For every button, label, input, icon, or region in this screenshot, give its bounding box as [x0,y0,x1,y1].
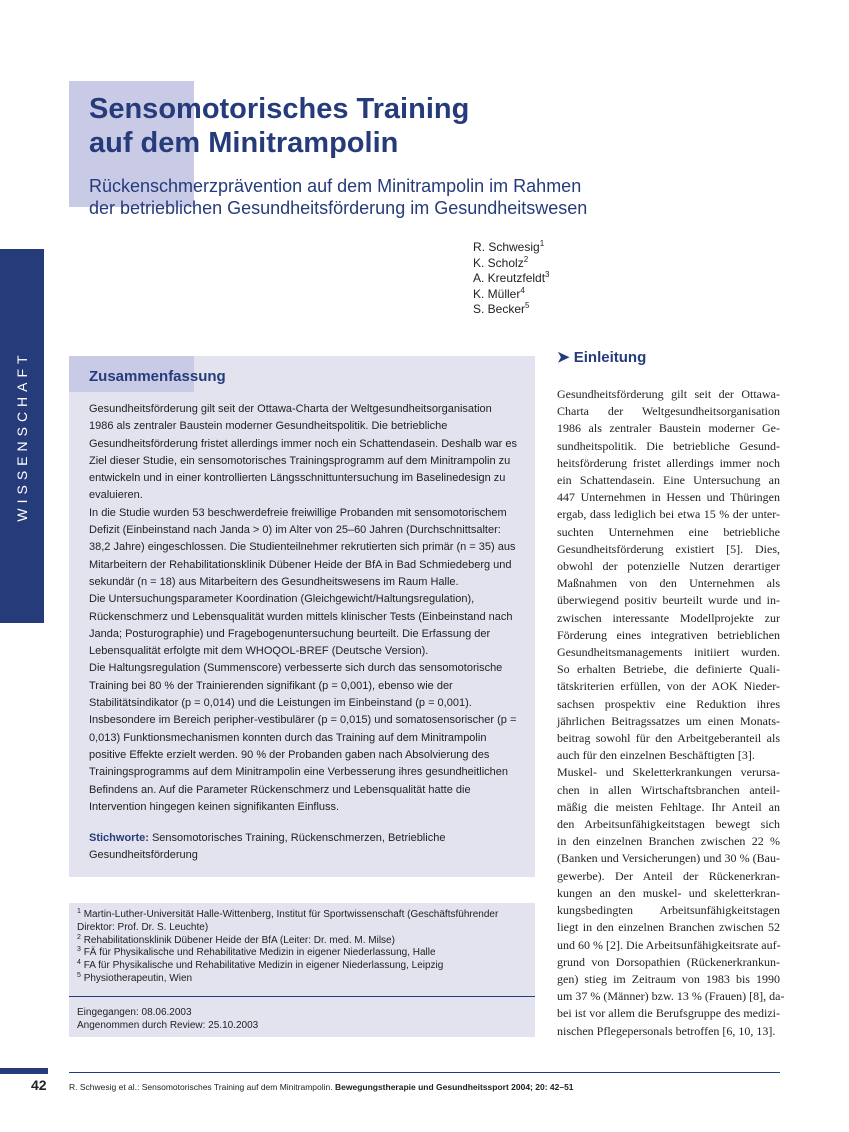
intro-line: 447 Unternehmen in Hessen und Thüringen [557,490,780,505]
footnote-mark: 3 [77,946,81,954]
intro-line: nischen Pflegepersonals betroffen [6, 10, 13]. [557,1023,776,1038]
footnote-text: Physiotherapeutin, Wien [83,972,193,984]
intro-line: kungsbedingten Arbeitsunfähigkeitstagen [557,903,780,918]
intro-line: obwohl der potenzielle Nutzen derartiger [557,559,780,574]
intro-line: und 60 % [2]. Die Arbeitsunfähigkeitsrate auf- [557,937,781,952]
intro-line: sundheitspolitik. Die betriebliche Gesund- [557,438,780,453]
intro-line: (Banken und Versicherungen) und 30 % (Bau- [557,851,780,866]
footnote-text: FA für Physikalische und Rehabilitative Medizin in eigener Niederlassung, Leipzig [83,960,444,972]
author-affiliation-mark: 2 [523,254,529,264]
intro-line: gewerbe). Der Anteil der Rückenerkran- [557,868,780,883]
intro-line: überwiegend positiv beurteilt wurde und in- [557,593,780,608]
intro-line: Muskel- und Skeletterkrankungen verursa- [557,765,780,780]
footnote-text: FÄ für Physikalische und Rehabilitative Medizin in eigener Niederlassung, Halle [83,947,436,959]
footer-rule [69,1072,780,1073]
intro-line: chen in allen Wirtschaftsbranchen anteil- [557,782,780,797]
author-affiliation-mark: 3 [545,270,550,279]
intro-text [557,386,785,1040]
page-tab-marker [0,1068,48,1074]
intro-line: 1986 als zentraler Baustein moderner Ge- [557,421,780,436]
author-name-text: A. Kreutzfeldt [473,271,546,285]
intro-line: jährlichen Beitragssatzes um einen Monats- [557,713,780,728]
author-name [473,256,550,272]
abstract-paragraph: Gesundheitsförderung gilt seit der Ottawa-Charta der Weltgesundheitsorganisation 1986 als zentraler Baustein moderner Gesundheitspolitik. Die betriebliche Gesundheitsförderung fristet allerdings immer noch ein Schattendasein. Deshalb war es Ziel dieser Studie, ein sensomotorisches Trainingsprogramm auf dem Minitrampolin zu entwickeln und in einer kontrollierten Längsschnittuntersuchung im Baselinedesign zu evaluieren. [89,403,518,502]
abstract-heading: Zusammenfassung [89,368,226,385]
footnote-mark: 2 [77,933,81,941]
footnote-mark: 4 [77,959,81,967]
author-name-text: K. Scholz [473,255,524,270]
intro-line: zwischen interessante Modellprojekte zur [557,610,780,625]
intro-line: mäßig die meisten Fehltage. Ihr Anteil an [557,799,780,814]
intro-line: Gesundheitsförderung gilt seit der Ottawa- [557,387,780,401]
intro-line: bei ist vor allem die Berufsgruppe des medizi- [557,1006,780,1021]
article-title-line: auf dem Minitrampolin [89,127,399,159]
intro-line: Förderung eines integrativen betrieblichen [557,627,780,642]
affiliation-footnotes [77,909,529,986]
page-number: 42 [31,1077,47,1093]
article-title-line: Sensomotorisches Training [89,93,470,125]
intro-line: gen) stieg im Zeitraum von 1983 bis 1990 [557,971,780,986]
affiliation-box [69,903,535,1037]
abstract-paragraph: In die Studie wurden 53 beschwerdefreie freiwillige Probanden mit sensomotorischem Defizit (Einbeinstand nach Janda > 0) im Alter von 25–60 Jahren (Durchschnittsalter: 38,2 Jahre) eingeschlossen. Die Studienteilnehmer rekrutierten sich primär (n = 35) aus Mitarbeitern der Rehabilitationsklinik Dübener Heide der BfA in Bad Schmiedeberg und sekundär (n = 18) aus Mitarbeitern des Gesundheitswesens im Raum Halle. [89,506,516,588]
submission-dates [77,1007,258,1032]
abstract-paragraph: Die Untersuchungsparameter Koordination (Gleichgewicht/Haltungsregulation), Rückenschmerz und Lebensqualität wurden mittels klinischer Tests (Einbeinstand nach Janda; Posturographie) und Fragebogenuntersuchung beurteilt. Die Erfassung der Lebensqualität erfolgte mit dem WHOQOL-BREF (Deutsche Version). [89,593,513,658]
intro-line: auch für den einzelnen Beschäftigten [3]. [557,748,755,763]
intro-line: Maßnahmen von den Unternehmen als [557,576,780,591]
author-affiliation-mark: 1 [539,239,545,248]
intro-heading: ➤ Einleitung [557,349,647,366]
author-affiliation-mark: 5 [525,301,530,310]
running-footer [69,1082,574,1092]
intro-line: um 37 % (Männer) bzw. 13 % (Frauen) [8], da- [557,989,785,1004]
intro-line: So erhalten Betriebe, die definierte Quali- [557,662,780,677]
author-name [473,240,550,256]
footnote-mark: 1 [77,908,81,915]
intro-line: sachsen prospektiv eine Reduktion ihres [557,696,780,711]
accepted-date: Angenommen durch Review: 25.10.2003 [77,1019,259,1031]
intro-line: beitrag sowohl für den Arbeitgeberanteil als [557,731,780,746]
section-tab [0,249,44,623]
affiliation-footnote [77,935,529,948]
author-name [473,271,550,287]
intro-line: den Arbeitsunfähigkeitstagen bewegt sich [557,817,780,832]
keywords [89,830,519,865]
footnote-mark: 5 [77,971,81,979]
affiliation-divider [69,996,535,997]
intro-line: Gesundheitsförderung existiert [5]. Dies, [557,541,780,556]
intro-line: tätskriterien erfüllen, von der AOK Nieder- [557,679,780,694]
intro-line: Gesundheitsmanagements initiiert wurden. [557,645,780,660]
author-list [473,240,550,318]
affiliation-footnote [77,960,529,973]
article-subtitle-line: der betrieblichen Gesundheitsförderung im Gesundheitswesen [89,198,588,218]
author-name [473,302,550,318]
intro-line: heitsförderung fristet allerdings immer noch [557,455,780,470]
intro-line: ein Schattendasein. Eine Untersuchung an [557,473,780,488]
footer-journal: Bewegungstherapie und Gesundheitssport 2004; 20: 42–51 [334,1082,574,1092]
affiliation-footnote [77,909,529,935]
intro-line: Charta der Weltgesundheitsorganisation [557,404,780,419]
author-affiliation-mark: 4 [520,285,525,295]
intro-line: kungen an den muskel- und skeletterkran- [557,885,780,900]
received-date: Eingegangen: 08.06.2003 [77,1007,192,1018]
abstract-text [89,401,519,816]
article-subtitle-line: Rückenschmerzprävention auf dem Minitrampolin im Rahmen [89,176,582,196]
keywords-label: Stichworte: [89,832,149,844]
intro-line: in den einzelnen Branchen zwischen 22 % [557,834,780,849]
author-name-text: K. Müller [473,286,521,301]
section-tab-label: WISSENSCHAFT [14,350,30,522]
author-name [473,287,550,303]
affiliation-footnote [77,947,529,960]
abstract-paragraph: Die Haltungsregulation (Summenscore) verbesserte sich durch das sensomotorische Training bei 80 % der Trainierenden signifikant (p = 0,001), ebenso wie der Stabilitätsindikator (p = 0,014) und die Leistungen im Einbeinstand (p = 0,001). Insbesondere im Bereich peripher-vestibulärer (p = 0,015) und somatosensorischer (p = 0,013) Funktionsmechanismen konnten durch das Training auf dem Minitrampolin positive Effekte erzielt werden. 90 % der Probanden gaben nach Absolvierung des Trainingsprogramms auf dem Minitrampolin eine Verbesserung ihres gesundheitlichen Befindens an. Auf die Parameter Rückenschmerz und Lebensqualität hatte die Intervention hingegen keinen signifikanten Einfluss. [89,662,517,813]
footer-citation: R. Schwesig et al.: Sensomotorisches Training auf dem Minitrampolin. [69,1082,335,1092]
keywords-text: Sensomotorisches Training, Rückenschmerzen, Betriebliche Gesundheitsförderung [89,832,446,862]
author-name-text: S. Becker [473,302,526,316]
footnote-text: Martin-Luther-Universität Halle-Wittenberg, Institut für Sportwissenschaft (Geschäftsführender Direktor: Prof. Dr. S. Leuchte) [77,909,499,933]
intro-line: grund von Dorsopathien (Rückenerkrankun- [557,954,780,969]
intro-line: liegt in den einzelnen Branchen zwischen 52 [557,920,780,935]
article-title [89,92,469,160]
intro-line: ergab, dass lediglich bei etwa 15 % der unter- [557,507,780,522]
abstract-box [69,356,535,877]
footnote-text: Rehabilitationsklinik Dübener Heide der BfA (Leiter: Dr. med. M. Milse) [83,934,395,946]
author-name-text: R. Schwesig [473,240,540,254]
intro-line: suchten Unternehmen eine betriebliche [557,524,780,539]
article-subtitle [89,175,587,219]
affiliation-footnote [77,973,529,986]
